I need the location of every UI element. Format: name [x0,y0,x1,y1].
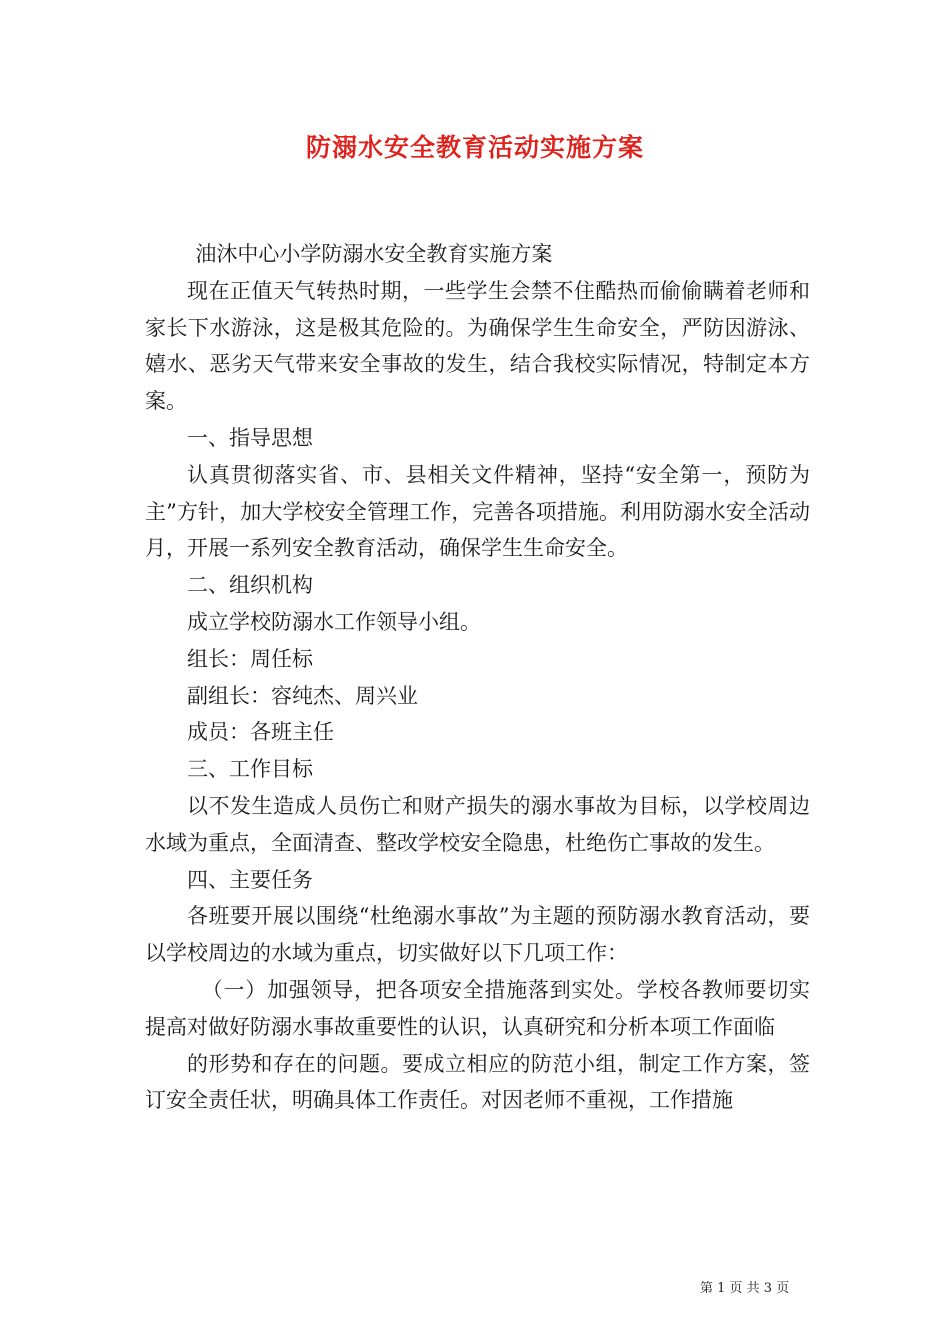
members-line: 成员：各班主任 [187,720,334,745]
goals-paragraph: 以不发生造成人员伤亡和财产损失的溺水事故为目标，以学校周边水域为重点，全面清查、整改学校安全隐患，杜绝伤亡事故的发生。 [145,793,810,855]
section-heading-guiding-ideas: 一、指导思想 [187,425,313,450]
document-title: 防溺水安全教育活动实施方案 [305,133,644,162]
document-body [145,236,810,1119]
guiding-ideas-paragraph: 认真贯彻落实省、市、县相关文件精神，坚持“安全第一，预防为主”方针，加大学校安全管理工作，完善各项措施。利用防溺水安全活动月，开展一系列安全教育活动，确保学生生命安全。 [145,462,810,561]
task-one-continued-paragraph: 的形势和存在的问题。要成立相应的防范小组，制定工作方案，签订安全责任状，明确具体工作责任。对因老师不重视，工作措施 [145,1051,810,1113]
deputy-leader-line: 副组长：容纯杰、周兴业 [187,683,418,708]
team-leader-line: 组长：周任标 [187,646,313,671]
task-one-paragraph: （一）加强领导，把各项安全措施落到实处。学校各教师要切实提高对做好防溺水事故重要性的认识，认真研究和分析本项工作面临 [145,977,810,1039]
intro-paragraph: 现在正值天气转热时期，一些学生会禁不住酷热而偷偷瞒着老师和家长下水游泳，这是极其危险的。为确保学生生命安全，严防因游泳、嬉水、恶劣天气带来安全事故的发生，结合我校实际情况，特制定本方案。 [145,278,810,414]
organization-paragraph: 成立学校防溺水工作领导小组。 [187,609,481,634]
page-number: 第 1 页 共 3 页 [700,1281,790,1296]
section-heading-organization: 二、组织机构 [187,573,313,598]
subtitle-paragraph: 油沐中心小学防溺水安全教育实施方案 [195,242,553,266]
tasks-paragraph: 各班要开展以围绕“杜绝溺水事故”为主题的预防溺水教育活动，要以学校周边的水域为重点，切实做好以下几项工作： [145,904,810,966]
section-heading-tasks: 四、主要任务 [187,867,313,892]
section-heading-goals: 三、工作目标 [187,757,313,782]
